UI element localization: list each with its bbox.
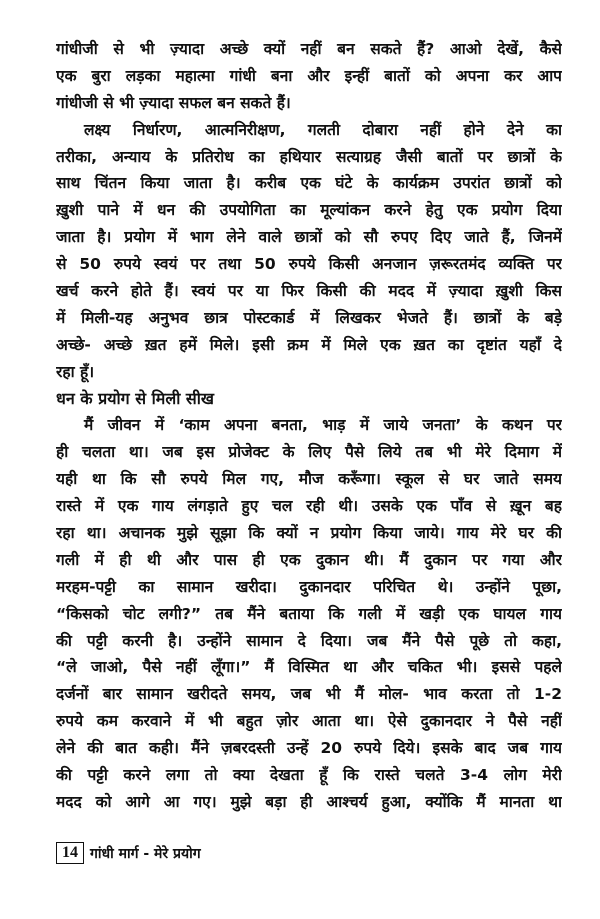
text-line: साथ चिंतन किया जाता है। करीब एक घंटे के कार्यक्रम उपरांत छात्रों को bbox=[56, 174, 562, 193]
text-line: लेने की बात कही। मैंने ज़बरदस्ती उन्हें 20 रुपये दिये। इसके बाद जब गाय bbox=[56, 739, 562, 758]
text-line: ख़ुशी पाने में धन की उपयोगिता का मूल्यांकन करने हेतु एक प्रयोग दिया bbox=[56, 201, 562, 220]
page-footer bbox=[56, 842, 201, 864]
text-line: “ले जाओ, पैसे नहीं लूँगा।” मैं विस्मित था और चकित भी। इससे पहले bbox=[56, 658, 562, 677]
text-line: रहा था। अचानक मुझे सूझा कि क्यों न प्रयोग किया जाये। गाय मेरे घर की bbox=[56, 524, 562, 543]
text-line: मदद को आगे आ गए। मुझे बड़ा ही आश्चर्य हुआ, क्योंकि मैं मानता था bbox=[56, 792, 562, 811]
text-line: की पट्टी करनी है। उन्होंने सामान दे दिया। जब मैंने पैसे पूछे तो कहा, bbox=[56, 631, 562, 650]
text-line: तरीका, अन्याय के प्रतिरोध का हथियार सत्याग्रह जैसी बातों पर छात्रों के bbox=[56, 147, 562, 166]
page-number: 14 bbox=[56, 842, 84, 864]
text-line: रास्ते में एक गाय लंगड़ाते हुए चल रही थी। उसके एक पाँव से ख़ून बह bbox=[56, 497, 562, 516]
text-line: गांधीजी से भी ज़्यादा अच्छे क्यों नहीं बन सकते हैं? आओ देखें, कैसे bbox=[56, 40, 562, 58]
text-line: यही था कि सौ रुपये मिल गए, मौज करूँगा। स्कूल से घर जाते समय bbox=[56, 470, 562, 489]
text-line: अच्छे- अच्छे ख़त हमें मिले। इसी क्रम में मिले एक ख़त का दृष्टांत यहाँ दे bbox=[56, 335, 562, 354]
text-line: मैं जीवन में ‘काम अपना बनता, भाड़ में जाये जनता’ के कथन पर bbox=[84, 416, 562, 435]
text-line: ही चलता था। जब इस प्रोजेक्ट के लिए पैसे लिये तब भी मेरे दिमाग में bbox=[56, 443, 562, 462]
text-line: रुपये कम करवाने में भी बहुत ज़ोर आता था। ऐसे दुकानदार ने पैसे नहीं bbox=[56, 712, 562, 731]
text-line: लक्ष्य निर्धारण, आत्मनिरीक्षण, गलती दोबारा नहीं होने देने का bbox=[84, 120, 562, 139]
section-heading: धन के प्रयोग से मिली सीख bbox=[56, 388, 214, 408]
text-line: जाता है। प्रयोग में भाग लेने वाले छात्रों को सौ रुपए दिए जाते हैं, जिनमें bbox=[56, 228, 562, 247]
text-line: रहा हूँ। bbox=[56, 362, 95, 381]
text-line: एक बुरा लड़का महात्मा गांधी बना और इन्हीं बातों को अपना कर आप bbox=[56, 66, 562, 85]
paragraph-block-intro bbox=[56, 36, 562, 386]
text-line: से 50 रुपये स्वयं पर तथा 50 रुपये किसी अनजान ज़रूरतमंद व्यक्ति पर bbox=[56, 255, 562, 274]
text-line: में मिली-यह अनुभव छात्र पोस्टकार्ड में लिखकर भेजते हैं। छात्रों के बड़े bbox=[56, 308, 562, 327]
text-line: गांधीजी से भी ज़्यादा सफल बन सकते हैं। bbox=[56, 93, 291, 112]
paragraph-block-story bbox=[56, 412, 562, 815]
text-line: “किसको चोट लगी?” तब मैंने बताया कि गली में खड़ी एक घायल गाय bbox=[56, 604, 562, 623]
text-line: गली में ही थी और पास ही एक दुकान थी। मैं दुकान पर गया और bbox=[56, 550, 562, 569]
page-body bbox=[56, 36, 562, 816]
text-line: दर्जनों बार सामान खरीदते समय, जब भी मैं मोल- भाव करता तो 1-2 bbox=[56, 685, 562, 704]
text-line: की पट्टी करने लगा तो क्या देखता हूँ कि रास्ते चलते 3-4 लोग मेरी bbox=[56, 766, 562, 785]
book-title: गांधी मार्ग - मेरे प्रयोग bbox=[90, 845, 201, 862]
text-line: मरहम-पट्टी का सामान खरीदा। दुकानदार परिचित थे। उन्होंने पूछा, bbox=[56, 577, 562, 596]
text-line: खर्च करने होते हैं। स्वयं पर या फिर किसी की मदद में ज़्यादा ख़ुशी किस bbox=[56, 282, 562, 301]
